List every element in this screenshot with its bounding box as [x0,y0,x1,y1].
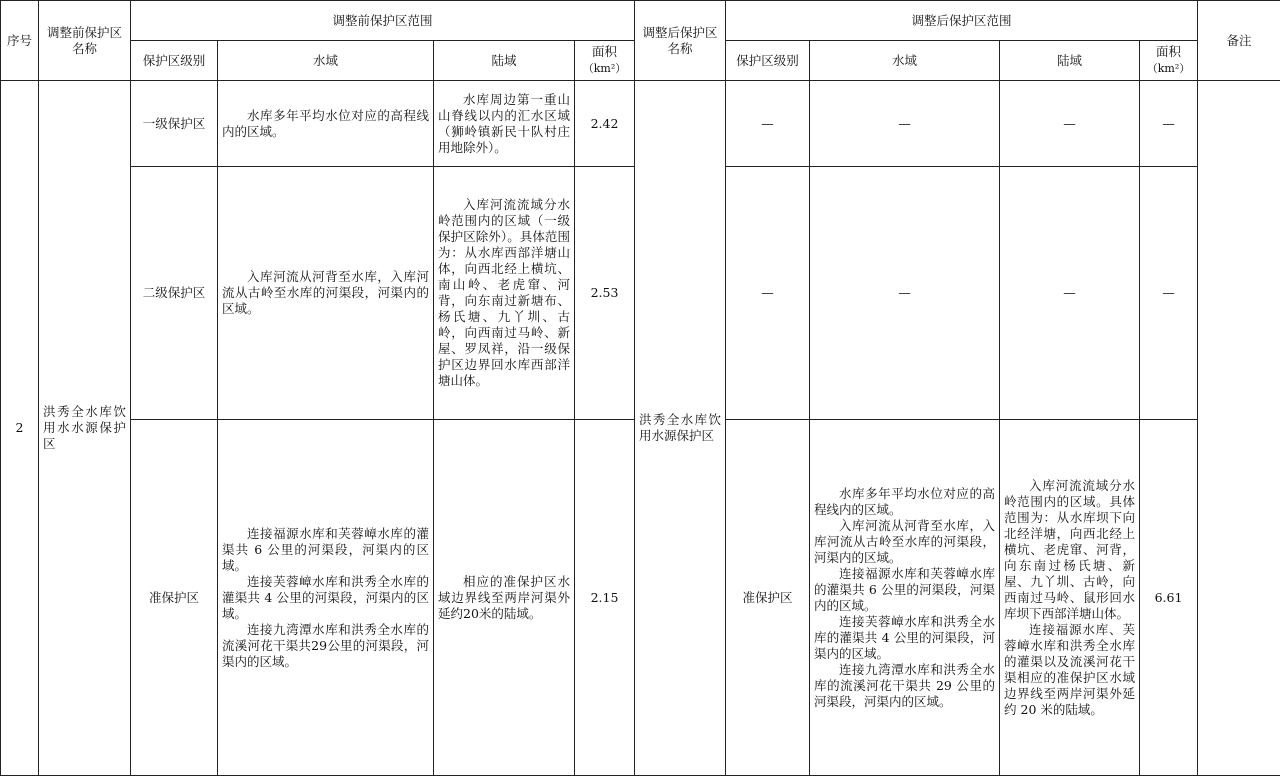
after-land-2: — [1000,167,1140,420]
before-level-2: 二级保护区 [131,167,218,420]
before-level-1: 一级保护区 [131,81,218,167]
before-level-3: 准保护区 [131,420,218,776]
paragraph: 水库多年平均水位对应的高程线内的区域。 [222,107,429,139]
header-remark: 备注 [1198,1,1280,81]
header-seq: 序号 [1,1,39,81]
paragraph: 连接芙蓉嶂水库和洪秀全水库的灌渠共 4 公里的河渠段，河渠内的区域。 [814,613,996,661]
before-land-1 [434,81,575,167]
before-land-3 [434,420,575,776]
row-name-before: 洪秀全水库饮用水水源保护区 [39,81,131,776]
after-water-2: — [810,167,1000,420]
header-land-after: 陆域 [1000,41,1140,81]
paragraph: 相应的准保护区水域边界线至两岸河渠外延约20米的陆域。 [438,573,570,621]
paragraph: 连接九湾潭水库和洪秀全水库的流溪河花干渠共 29 公里的河渠段，河渠内的区域。 [814,661,996,709]
header-scope-before: 调整前保护区范围 [131,1,635,41]
paragraph: 入库河流流域分水岭范围内的区域（一级保护区除外）。具体范围为：从水库西部洋塘山体，向西北经上横坑、南山岭、老虎窜、河背，向东南过新塘布、杨氏塘、九丫圳、古岭，向西南过马岭、新屋、罗凤祥，沿一级保护区边界回水库西部洋塘山体。 [438,197,570,388]
paragraph: 水库周边第一重山山脊线以内的汇水区域（狮岭镇新民十队村庄用地除外）。 [438,91,570,155]
area-label: 面积 [592,44,618,59]
after-level-2: — [726,167,810,420]
header-scope-after: 调整后保护区范围 [726,1,1198,41]
after-area-3: 6.61 [1140,420,1198,776]
header-area-after [1140,41,1198,81]
row-seq: 2 [1,81,39,776]
area-unit: （km²） [582,62,627,75]
paragraph: 连接福源水库和芙蓉嶂水库的灌渠共 6 公里的河渠段，河渠内的区域。 [814,565,996,613]
after-water-3 [810,420,1000,776]
after-level-1: — [726,81,810,167]
before-area-3: 2.15 [575,420,635,776]
paragraph: 水库多年平均水位对应的高程线内的区域。 [814,485,996,517]
paragraph: 连接芙蓉嶂水库和洪秀全水库的灌渠共 4 公里的河渠段，河渠内的区域。 [222,573,429,621]
paragraph: 入库河流流域分水岭范围内的区域。具体范围为：从水库坝下向北经洋塘，向西北经上横坑、老虎窜、河背，向东南过杨氏塘、新屋、九丫圳、古岭，向西南过马岭、鼠形回水库坝下西部洋塘山体。 [1004,477,1136,621]
row-remark [1198,81,1280,776]
header-level-before: 保护区级别 [131,41,218,81]
before-area-2: 2.53 [575,167,635,420]
after-land-3 [1000,420,1140,776]
header-area-before [575,41,635,81]
header-name-after: 调整后保护区名称 [635,1,726,81]
before-area-1: 2.42 [575,81,635,167]
before-water-2 [218,167,434,420]
after-land-1: — [1000,81,1140,167]
after-area-2: — [1140,167,1198,420]
paragraph: 入库河流从河背至水库，入库河流从古岭至水库的河渠段，河渠内的区域。 [222,269,429,316]
before-water-3 [218,420,434,776]
after-level-3: 准保护区 [726,420,810,776]
area-unit: （km²） [1146,62,1191,75]
before-land-2 [434,167,575,420]
header-water-before: 水域 [218,41,434,81]
header-water-after: 水域 [810,41,1000,81]
after-water-1: — [810,81,1000,167]
header-land-before: 陆域 [434,41,575,81]
paragraph: 连接福源水库和芙蓉嶂水库的灌渠共 6 公里的河渠段，河渠内的区域。 [222,525,429,573]
area-label: 面积 [1156,44,1182,59]
header-name-before: 调整前保护区名称 [39,1,131,81]
row-name-after: 洪秀全水库饮用水源保护区 [635,81,726,776]
header-level-after: 保护区级别 [726,41,810,81]
paragraph: 连接福源水库、芙蓉嶂水库和洪秀全水库的灌渠以及流溪河花干渠相应的准保护区水域边界线至两岸河渠外延约 20 米的陆域。 [1004,621,1136,717]
paragraph: 入库河流从河背至水库，入库河流从古岭至水库的河渠段，河渠内的区域。 [814,517,996,565]
after-area-1: — [1140,81,1198,167]
paragraph: 连接九湾潭水库和洪秀全水库的流溪河花干渠共29公里的河渠段，河渠内的区域。 [222,621,429,669]
before-water-1 [218,81,434,167]
